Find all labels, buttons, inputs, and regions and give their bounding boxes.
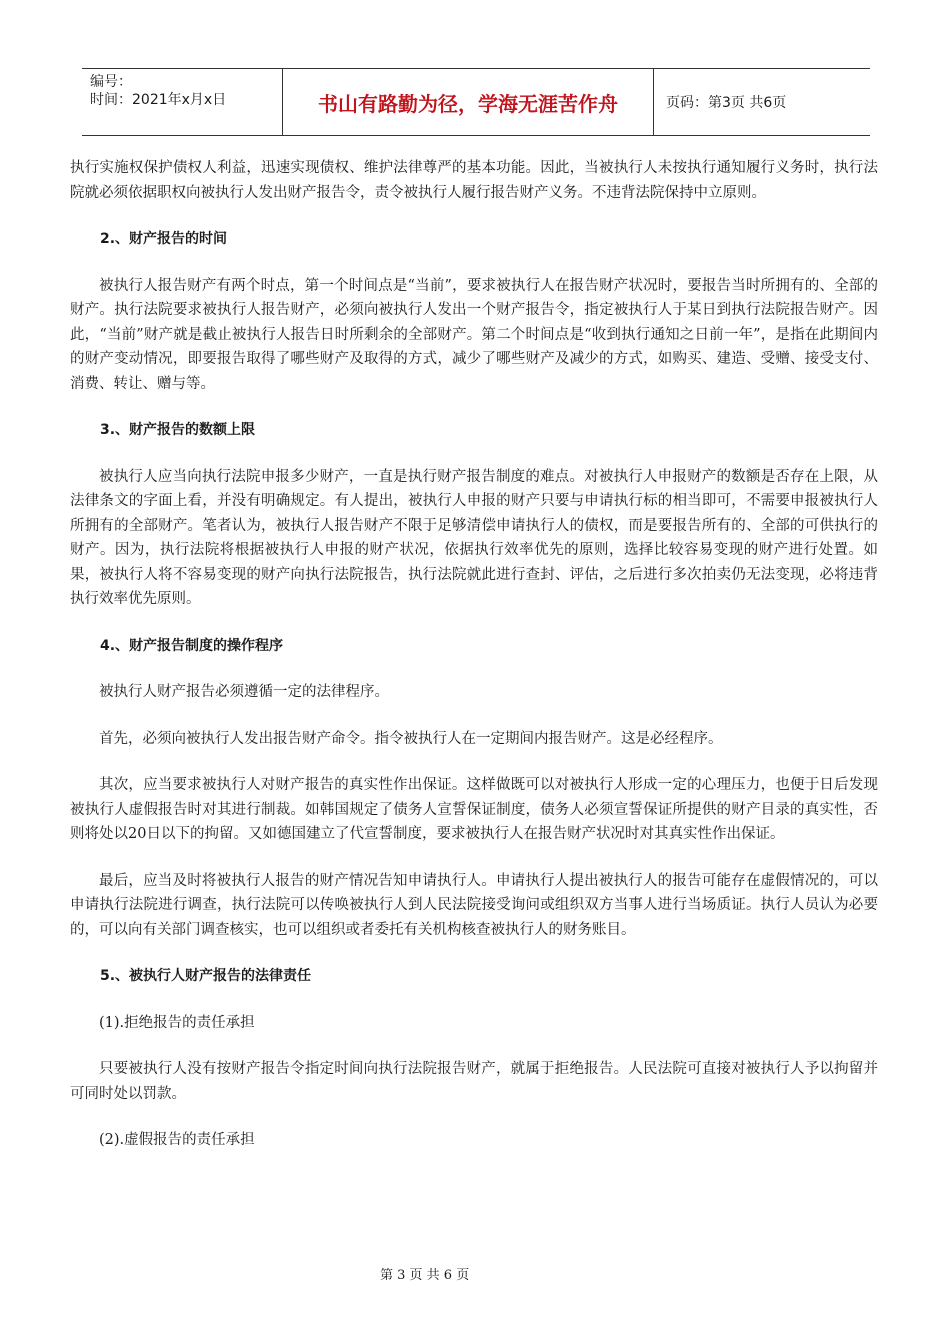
section-heading: 4.、财产报告制度的操作程序: [100, 637, 284, 654]
section-heading: 2.、财产报告的时间: [100, 231, 228, 247]
document-date-label: 时间：2021年x月x日: [90, 92, 227, 108]
document-body: [70, 156, 878, 1175]
paragraph: 被执行人财产报告必须遵循一定的法律程序。: [99, 684, 389, 700]
paragraph: 首先，必须向被执行人发出报告财产命令。指令被执行人在一定期间内报告财产。这是必经程序。: [99, 730, 723, 747]
paragraph: 其次，应当要求被执行人对财产报告的真实性作出保证。这样做既可以对被执行人形成一定的心理压力，也便于日后发现被执行人虚假报告时对其进行制裁。如韩国规定了债务人宣誓保证制度，债务人必须宣誓保证所提供的财产目录的真实性，否则将处以20日以下的拘留。又如德国建立了代宣誓制度，要求被执行人在报告财产状况时对其真实性作出保证。: [70, 777, 878, 842]
section-heading: 3.、财产报告的数额上限: [100, 422, 256, 438]
footer-page-number: 第 3 页 共 6 页: [380, 1268, 470, 1283]
section-heading: 5.、被执行人财产报告的法律责任: [100, 968, 312, 984]
paragraph: 执行实施权保护债权人利益，迅速实现债权、维护法律尊严的基本功能。因此，当被执行人未按执行通知履行义务时，执行法院就必须依据职权向被执行人发出财产报告令，责令被执行人履行报告财产义务。不违背法院保持中立原则。: [70, 160, 878, 201]
header-motto: 书山有路勤为径，学海无涯苦作舟: [283, 69, 654, 135]
document-number-label: 编号：: [90, 74, 132, 90]
paragraph: 被执行人应当向执行法院申报多少财产，一直是执行财产报告制度的难点。对被执行人申报财产的数额是否存在上限，从法律条文的字面上看，并没有明确规定。有人提出，被执行人申报的财产只要与申请执行标的相当即可，不需要申报被执行人所拥有的全部财产。笔者认为，被执行人报告财产不限于足够清偿申请执行人的债权，而是要报告所有的、全部的可供执行的财产。因为，执行法院将根据被执行人申报的财产状况，依据执行效率优先的原则，选择比较容易变现的财产进行处置。如果，被执行人将不容易变现的财产向执行法院报告，执行法院就此进行查封、评估，之后进行多次拍卖仍无法变现，必将违背执行效率优先原则。: [70, 468, 878, 607]
header-meta: [82, 69, 283, 135]
page-header: [82, 68, 870, 136]
paragraph: 被执行人报告财产有两个时点，第一个时间点是“当前”，要求被执行人在报告财产状况时，要报告当时所拥有的、全部的财产。执行法院要求被执行人报告财产，必须向被执行人发出一个财产报告令，指定被执行人于某日到执行法院报告财产。因此，“当前”财产就是截止被执行人报告日时所剩余的全部财产。第二个时间点是“收到执行通知之日前一年”，是指在此期间内的财产变动情况，即要报告取得了哪些财产及取得的方式，减少了哪些财产及减少的方式，如购买、建造、受赠、接受支付、消费、转让、赠与等。: [70, 277, 878, 392]
header-page-number: 页码：第3页 共6页: [666, 95, 787, 111]
paragraph: 只要被执行人没有按财产报告令指定时间向执行法院报告财产，就属于拒绝报告。人民法院可直接对被执行人予以拘留并可同时处以罚款。: [70, 1061, 878, 1102]
sub-heading: (2).虚假报告的责任承担: [99, 1132, 255, 1148]
page-footer: [0, 1264, 950, 1283]
sub-heading: (1).拒绝报告的责任承担: [99, 1014, 255, 1031]
paragraph: 最后，应当及时将被执行人报告的财产情况告知申请执行人。申请执行人提出被执行人的报告可能存在虚假情况的，可以申请执行法院进行调查，执行法院可以传唤被执行人到人民法院接受询问或组织双方当事人进行当场质证。执行人员认为必要的，可以向有关部门调查核实，也可以组织或者委托有关机构核查被执行人的财务账目。: [70, 872, 878, 938]
